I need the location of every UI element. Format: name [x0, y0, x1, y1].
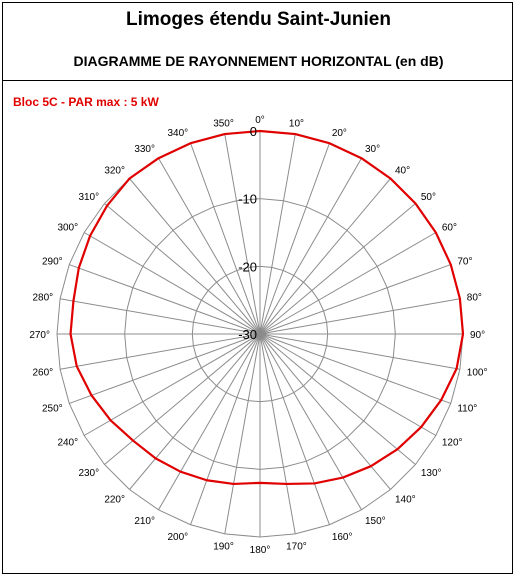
data-point	[462, 333, 464, 335]
angle-label: 150°	[365, 516, 386, 528]
angle-label: 350°	[213, 118, 234, 130]
data-point	[89, 235, 91, 237]
data-point	[259, 482, 261, 484]
angle-label: 190°	[213, 541, 234, 553]
data-point	[361, 157, 363, 159]
data-point	[110, 419, 112, 421]
angle-label: 200°	[167, 532, 189, 544]
data-point	[70, 333, 72, 335]
data-point	[73, 300, 75, 302]
data-point	[440, 399, 442, 401]
chart-subtitle: DIAGRAMME DE RAYONNEMENT HORIZONTAL (en dB)	[73, 53, 444, 69]
data-point	[370, 465, 372, 467]
data-point	[180, 471, 182, 473]
angle-label: 140°	[394, 494, 416, 506]
angle-label: 110°	[457, 403, 478, 415]
angle-label: 20°	[331, 127, 347, 139]
data-point	[420, 426, 422, 428]
data-point	[78, 267, 80, 269]
angle-label: 120°	[441, 437, 463, 449]
data-point	[106, 205, 108, 207]
angle-label: 180°	[249, 545, 271, 556]
angle-label: 250°	[41, 403, 63, 415]
chart-title: Limoges étendu Saint-Junien	[126, 9, 391, 30]
data-point	[91, 395, 93, 397]
angle-label: 270°	[29, 330, 50, 341]
radial-tick-labels	[238, 124, 257, 342]
angle-label: 50°	[420, 191, 436, 203]
data-point	[435, 232, 437, 234]
angle-label: 260°	[32, 367, 54, 379]
angle-label: 220°	[104, 494, 126, 506]
angle-label: 210°	[134, 516, 155, 528]
angle-label: 130°	[420, 468, 442, 480]
angle-label: 230°	[78, 468, 100, 480]
data-point	[314, 483, 316, 485]
radial-tick-label: -20	[238, 259, 257, 275]
angle-label: 300°	[57, 222, 79, 234]
data-point	[224, 133, 226, 135]
data-point	[206, 479, 208, 481]
radial-tick-label: -10	[238, 191, 257, 207]
data-point	[294, 133, 296, 135]
angle-label: 80°	[466, 292, 482, 304]
data-point	[155, 458, 157, 460]
data-point	[190, 142, 192, 144]
data-point	[397, 448, 399, 450]
angle-label: 100°	[466, 367, 488, 379]
series-layer	[70, 127, 464, 485]
radial-tick-label: 0	[249, 124, 257, 139]
data-point	[286, 483, 288, 485]
angle-label: 70°	[457, 256, 473, 268]
angle-label: 280°	[32, 292, 54, 304]
angle-label: 60°	[441, 222, 457, 234]
angle-label: 90°	[470, 330, 486, 341]
radial-tick-label: -30	[238, 327, 257, 342]
angle-label: 40°	[394, 165, 411, 177]
data-point	[342, 477, 344, 479]
series-label: Bloc 5C - PAR max : 5 kW	[13, 95, 159, 109]
data-point	[76, 366, 78, 368]
data-point	[132, 440, 134, 442]
angle-label: 170°	[286, 541, 307, 553]
angle-label: 320°	[104, 165, 126, 177]
data-point	[129, 178, 131, 180]
angle-label: 240°	[57, 437, 79, 449]
data-point	[259, 130, 261, 132]
angle-label: 330°	[134, 143, 155, 155]
angle-label: 290°	[41, 256, 63, 268]
data-point	[456, 368, 458, 370]
angle-label: 160°	[331, 532, 353, 544]
data-point	[415, 203, 417, 205]
data-point	[158, 157, 160, 159]
data-point	[329, 142, 331, 144]
angle-label: 10°	[288, 118, 305, 130]
angle-label: 340°	[167, 127, 189, 139]
angle-label: 0°	[255, 115, 265, 126]
angle-label: 30°	[365, 143, 381, 155]
angle-label: 310°	[78, 191, 100, 203]
data-point	[450, 264, 452, 266]
data-point	[459, 298, 461, 300]
series-line	[71, 131, 463, 484]
data-point	[233, 483, 235, 485]
data-point	[390, 178, 392, 180]
